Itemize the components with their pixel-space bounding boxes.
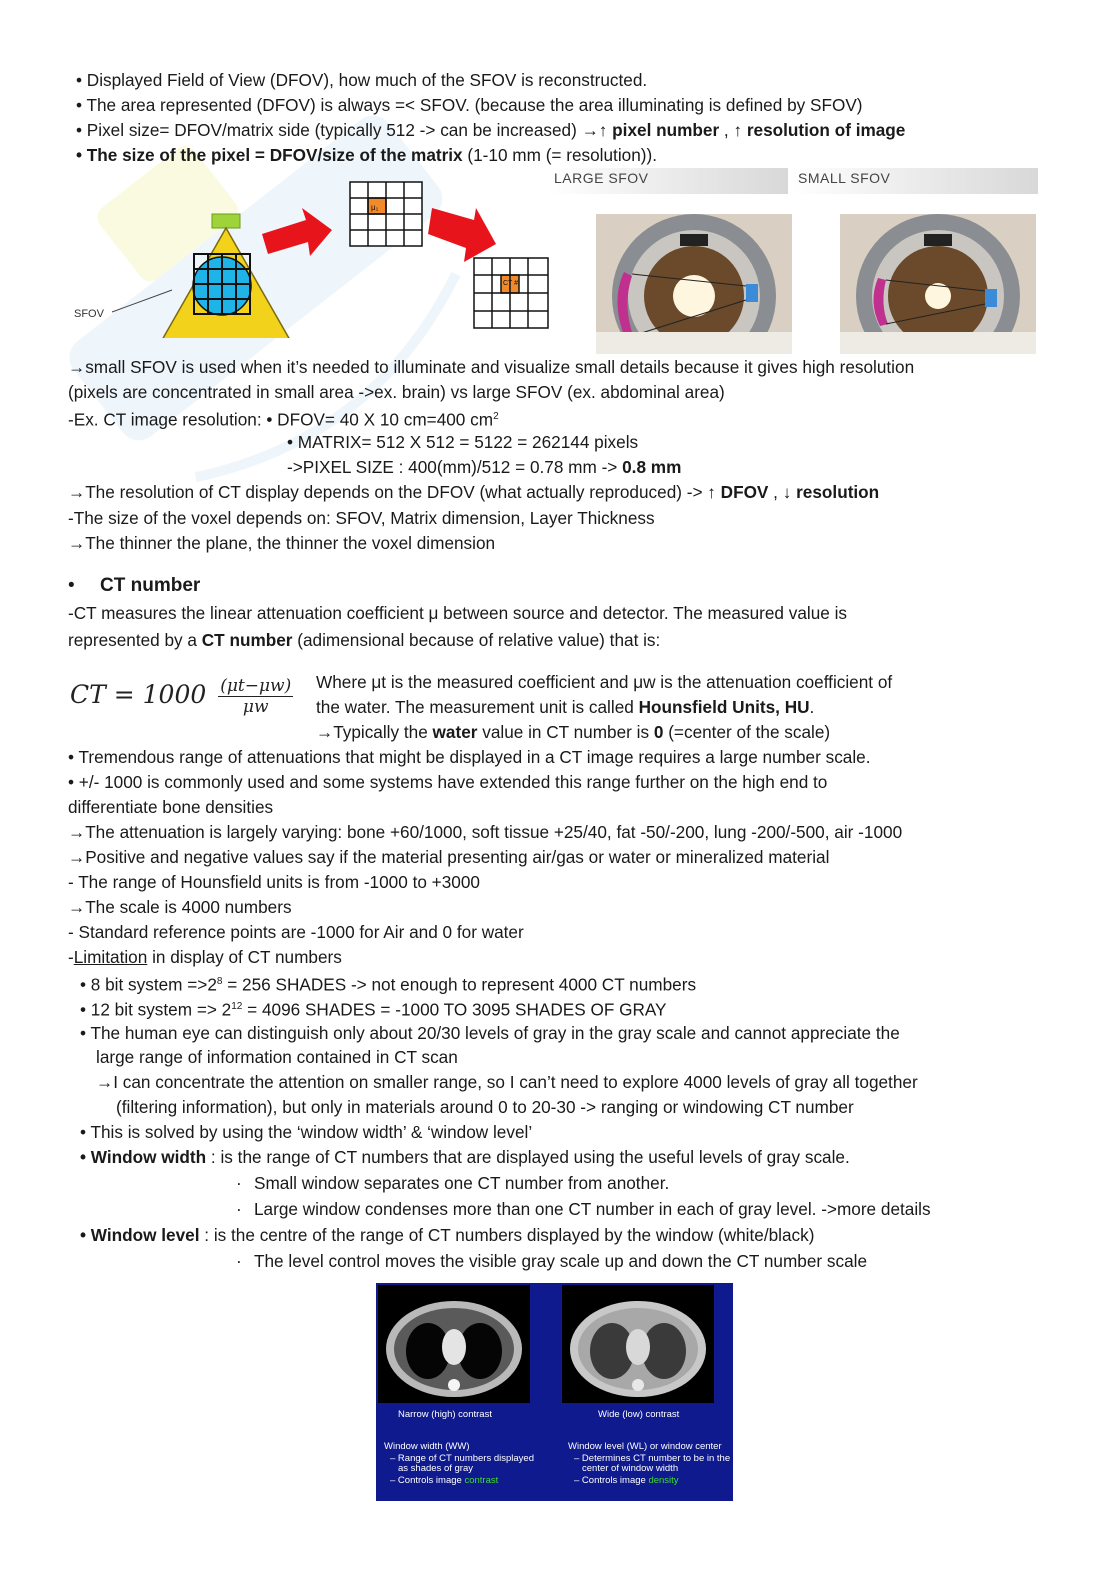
- eye-line: • This is solved by using the ‘window width’ & ‘window level’: [80, 1122, 533, 1142]
- ct-intro-1: -CT measures the linear attenuation coefficient μ between source and detector. The measured value is: [68, 603, 848, 623]
- bullet-pixel-size: • Pixel size= DFOV/matrix side (typically 512 -> can be increased) →↑ pixel number , ↑ resolution of image: [76, 120, 906, 140]
- bullet-area: • The area represented (DFOV) is always =< SFOV. (because the area illuminating is defined by SFOV): [76, 95, 863, 115]
- bullet-pixel-formula: • The size of the pixel = DFOV/size of the matrix (1-10 mm (= resolution)).: [76, 145, 657, 165]
- eye-line: (filtering information), but only in materials around 0 to 20-30 -> ranging or windowing CT number: [116, 1097, 854, 1117]
- wl-line-3: – Controls image density: [574, 1475, 679, 1486]
- window-level-line: • Window level : is the centre of the range of CT numbers displayed by the window (white/black): [80, 1225, 815, 1245]
- arrow-right-1: [262, 208, 332, 256]
- body-line: - Standard reference points are -1000 for Air and 0 for water: [68, 922, 524, 942]
- arrow-right-2: [428, 208, 496, 262]
- where-line-1: Where μt is the measured coefficient and μw is the attenuation coefficient of: [316, 672, 893, 692]
- small-sfov-label: SMALL SFOV: [798, 170, 891, 186]
- body-line: • +/- 1000 is commonly used and some systems have extended this range further on the high end to: [68, 772, 828, 792]
- ct-intro-2: represented by a CT number (adimensional because of relative value) that is:: [68, 630, 661, 650]
- ww-title: Window width (WW): [384, 1441, 470, 1452]
- wl-title: Window level (WL) or window center: [568, 1441, 722, 1452]
- window-width-line: • Window width : is the range of CT numbers that are displayed using the useful levels of gray scale.: [80, 1147, 850, 1167]
- where-line-2: the water. The measurement unit is called Hounsfield Units, HU.: [316, 697, 815, 717]
- sfov-diagram: [66, 178, 566, 338]
- eye-line: • The human eye can distinguish only about 20/30 levels of gray in the gray scale and cannot appreciate the: [80, 1023, 900, 1043]
- ct-formula: CT = 1000 $\frac{(\mu t-\mu w)}{\mu w}$: [70, 676, 292, 717]
- sfov-label: SFOV: [74, 308, 104, 320]
- ct-image-wide: [562, 1285, 714, 1403]
- voxel-line-2: →The thinner the plane, the thinner the voxel dimension: [68, 533, 496, 553]
- resolution-line: →The resolution of CT display depends on the DFOV (what actually reproduced) -> ↑ DFOV , ↓ resolution: [68, 482, 880, 502]
- body-line: →The scale is 4000 numbers: [68, 897, 292, 917]
- window-width-sub-1: · Small window separates one CT number from another.: [236, 1173, 670, 1193]
- ct-number-heading: • CT number: [68, 575, 201, 596]
- voxel-line-1: -The size of the voxel depends on: SFOV, Matrix dimension, Layer Thickness: [68, 508, 655, 528]
- window-level-sub-1: · The level control moves the visible gray scale up and down the CT number scale: [236, 1251, 868, 1271]
- bit-line-8: • 8 bit system $=>2^8 = 256$ SHADES -> not enough to represent 4000 CT numbers: [80, 974, 697, 995]
- ww-line-2: as shades of gray: [398, 1463, 473, 1474]
- grid-ct: [474, 258, 548, 328]
- body-line: differentiate bone densities: [68, 797, 274, 817]
- ct-window-figure: [376, 1283, 733, 1501]
- body-line: →The attenuation is largely varying: bone +60/1000, soft tissue +25/40, fat -50/-200, lung -200/-500, air -1000: [68, 822, 903, 842]
- ww-line-1: – Range of CT numbers displayed: [390, 1453, 534, 1464]
- sfov-text-2: (pixels are concentrated in small area ->ex. brain) vs large SFOV (ex. abdominal area): [68, 382, 725, 402]
- caption-narrow: Narrow (high) contrast: [398, 1409, 492, 1420]
- sfov-text-1: →small SFOV is used when it’s needed to illuminate and visualize small details because it gives high resolution: [68, 357, 915, 377]
- large-sfov-photo: [596, 214, 792, 354]
- wl-line-2: center of window width: [582, 1463, 679, 1474]
- example-line-1: -Ex. CT image resolution: • DFOV= 40 X 10 cm=400 $cm^2$: [68, 409, 499, 430]
- caption-wide: Wide (low) contrast: [598, 1409, 680, 1420]
- tube-icon: [212, 214, 240, 228]
- example-line-3: ->PIXEL SIZE : 400(mm)/512 = 0.78 mm -> 0.8 mm: [287, 457, 682, 477]
- ww-line-3: – Controls image contrast: [390, 1475, 499, 1486]
- large-sfov-label: LARGE SFOV: [554, 170, 649, 186]
- bit-line-12: • 12 bit system => $2^{12} = 4096$ SHADES = -1000 TO 3095 SHADES OF GRAY: [80, 999, 667, 1020]
- ct-image-narrow: [378, 1285, 530, 1403]
- window-width-sub-2: · Large window condenses more than one CT number in each of gray level. ->more details: [236, 1199, 931, 1219]
- body-line: • Tremendous range of attenuations that might be displayed in a CT image requires a large number scale.: [68, 747, 871, 767]
- eye-line: large range of information contained in CT scan: [96, 1047, 458, 1067]
- bullet-dfov: • Displayed Field of View (DFOV), how much of the SFOV is reconstructed.: [76, 70, 648, 90]
- cell-ct-label: CT #: [503, 280, 519, 287]
- grid-mu: [350, 182, 422, 246]
- body-line: →Positive and negative values say if the material presenting air/gas or water or mineralized material: [68, 847, 830, 867]
- limitation-line: -Limitation in display of CT numbers: [68, 947, 342, 967]
- eye-line: →I can concentrate the attention on smaller range, so I can’t need to explore 4000 levels of gray all together: [96, 1072, 918, 1092]
- small-sfov-photo: [840, 214, 1036, 354]
- body-line: - The range of Hounsfield units is from -1000 to +3000: [68, 872, 480, 892]
- wl-line-1: – Determines CT number to be in the: [574, 1453, 731, 1464]
- cell-mu-label: μ₁: [371, 203, 379, 212]
- example-line-2: • MATRIX= 512 X 512 = 5122 = 262144 pixels: [287, 432, 639, 452]
- where-line-3: →Typically the water value in CT number is 0 (=center of the scale): [316, 722, 831, 742]
